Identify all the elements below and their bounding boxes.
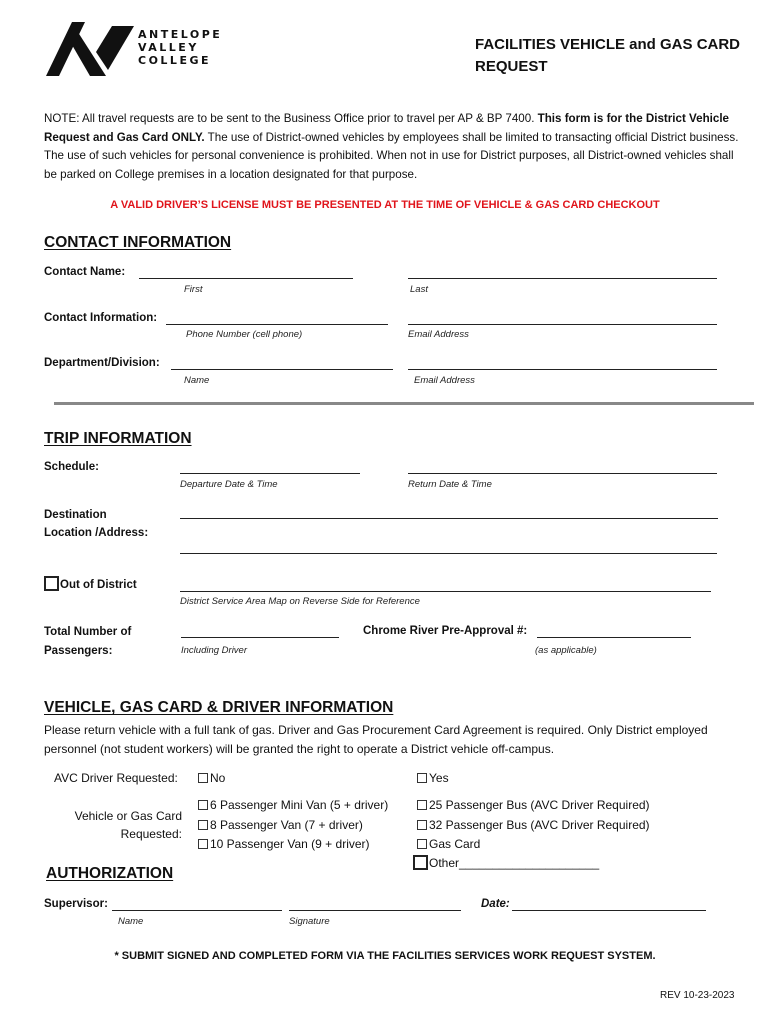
submit-instructions: * SUBMIT SIGNED AND COMPLETED FORM VIA THE FACILITIES SERVICES WORK REQUEST SYSTEM.	[114, 950, 656, 962]
option-6-passenger[interactable]: 6 Passenger Mini Van (5 + driver)	[198, 796, 388, 816]
as-applicable-caption: (as applicable)	[535, 645, 597, 656]
department-label: Department/Division:	[44, 357, 160, 369]
vehicle-options-left	[198, 796, 388, 855]
passengers-label: Total Number of Passengers:	[44, 626, 132, 657]
signature-caption: Signature	[289, 916, 330, 927]
checkbox-8-passenger[interactable]	[198, 820, 208, 830]
phone-caption: Phone Number (cell phone)	[186, 329, 303, 340]
supervisor-name-field[interactable]	[112, 910, 282, 911]
option-other[interactable]: Other_____________________	[413, 855, 599, 870]
vehicle-description: Please return vehicle with a full tank of gas. Driver and Gas Procurement Card Agreement is required. Only District employed personnel (not student workers) will be granted the right to operate a District vehicle off-campus.	[44, 723, 708, 756]
option-gas-card[interactable]: Gas Card	[417, 835, 650, 855]
departure-caption: Departure Date & Time	[180, 479, 278, 490]
driver-yes-checkbox[interactable]	[417, 773, 427, 783]
checkbox-6-passenger[interactable]	[198, 800, 208, 810]
map-note: District Service Area Map on Reverse Side for Reference	[180, 596, 420, 607]
driver-no-checkbox[interactable]	[198, 773, 208, 783]
department-email-field[interactable]	[408, 369, 717, 370]
chrome-river-field[interactable]	[537, 637, 691, 638]
destination-field-2[interactable]	[180, 553, 717, 554]
vehicle-requested-label: Vehicle or Gas Card Requested:	[74, 809, 182, 841]
authorization-heading: AUTHORIZATION	[46, 865, 174, 882]
checkbox-other[interactable]	[413, 855, 428, 870]
vehicle-heading: VEHICLE, GAS CARD & DRIVER INFORMATION	[44, 699, 394, 716]
out-of-district-label: Out of District	[60, 579, 137, 591]
driver-requested-label: AVC Driver Requested:	[54, 771, 178, 785]
email-field[interactable]	[408, 324, 717, 325]
checkbox-25-passenger-bus[interactable]	[417, 800, 427, 810]
passengers-field[interactable]	[181, 637, 339, 638]
supervisor-signature-field[interactable]	[289, 910, 461, 911]
name-caption: Name	[118, 916, 144, 927]
revision-label: REV 10-23-2023	[660, 990, 735, 1001]
supervisor-label: Supervisor:	[44, 898, 108, 910]
department-name-field[interactable]	[171, 369, 393, 370]
contact-heading: CONTACT INFORMATION	[44, 234, 232, 251]
schedule-label: Schedule:	[44, 461, 99, 473]
return-field[interactable]	[408, 473, 717, 474]
destination-label: Destination Location /Address:	[44, 509, 149, 539]
option-25-passenger-bus[interactable]: 25 Passenger Bus (AVC Driver Required)	[417, 796, 650, 816]
form-title: FACILITIES VEHICLE and GAS CARD REQUEST	[475, 36, 741, 75]
chrome-river-label: Chrome River Pre-Approval #:	[363, 625, 528, 637]
option-32-passenger-bus[interactable]: 32 Passenger Bus (AVC Driver Required)	[417, 816, 650, 836]
college-logo-mark	[46, 22, 136, 78]
vehicle-options-right	[417, 796, 650, 855]
return-caption: Return Date & Time	[408, 479, 492, 490]
phone-field[interactable]	[166, 324, 388, 325]
license-warning: A VALID DRIVER’S LICENSE MUST BE PRESENTED AT THE TIME OF VEHICLE & GAS CARD CHECKOUT	[110, 199, 660, 211]
out-of-district-checkbox[interactable]	[44, 576, 59, 591]
destination-field-1[interactable]	[180, 518, 718, 519]
checkbox-gas-card[interactable]	[417, 839, 427, 849]
driver-yes-option[interactable]: Yes	[417, 771, 449, 785]
contact-info-label: Contact Information:	[44, 312, 158, 324]
department-name-caption: Name	[184, 375, 210, 386]
including-driver-caption: Including Driver	[181, 645, 247, 656]
driver-no-option[interactable]: No	[198, 771, 225, 785]
last-caption: Last	[410, 284, 428, 295]
date-field[interactable]	[512, 910, 706, 911]
checkbox-32-passenger-bus[interactable]	[417, 820, 427, 830]
trip-heading: TRIP INFORMATION	[44, 430, 192, 447]
first-caption: First	[184, 284, 203, 295]
contact-name-label: Contact Name:	[44, 266, 126, 278]
checkbox-10-passenger[interactable]	[198, 839, 208, 849]
option-10-passenger[interactable]: 10 Passenger Van (9 + driver)	[198, 835, 388, 855]
first-name-field[interactable]	[139, 278, 353, 279]
last-name-field[interactable]	[408, 278, 717, 279]
out-of-district-field[interactable]	[180, 591, 711, 592]
departure-field[interactable]	[180, 473, 360, 474]
department-email-caption: Email Address	[414, 375, 475, 386]
section-divider	[54, 402, 754, 405]
travel-note: NOTE: All travel requests are to be sent to the Business Office prior to travel per AP & BP 7400. This form is for the District Vehicle Request and Gas Card ONLY. The use of District-owned vehicles by employees shall be limited to transacting official District business. The use of such vehicles for personal convenience is prohibited. When not in use for District purposes, all District-owned vehicles shall be parked on College premises in a location designated for that purpose.	[44, 112, 739, 181]
date-label: Date:	[481, 898, 510, 910]
college-logo-text: ANTELOPE VALLEY COLLEGE	[138, 28, 223, 67]
option-8-passenger[interactable]: 8 Passenger Van (7 + driver)	[198, 816, 388, 836]
email-caption: Email Address	[408, 329, 469, 340]
out-of-district-checkbox-row[interactable]	[44, 576, 137, 591]
